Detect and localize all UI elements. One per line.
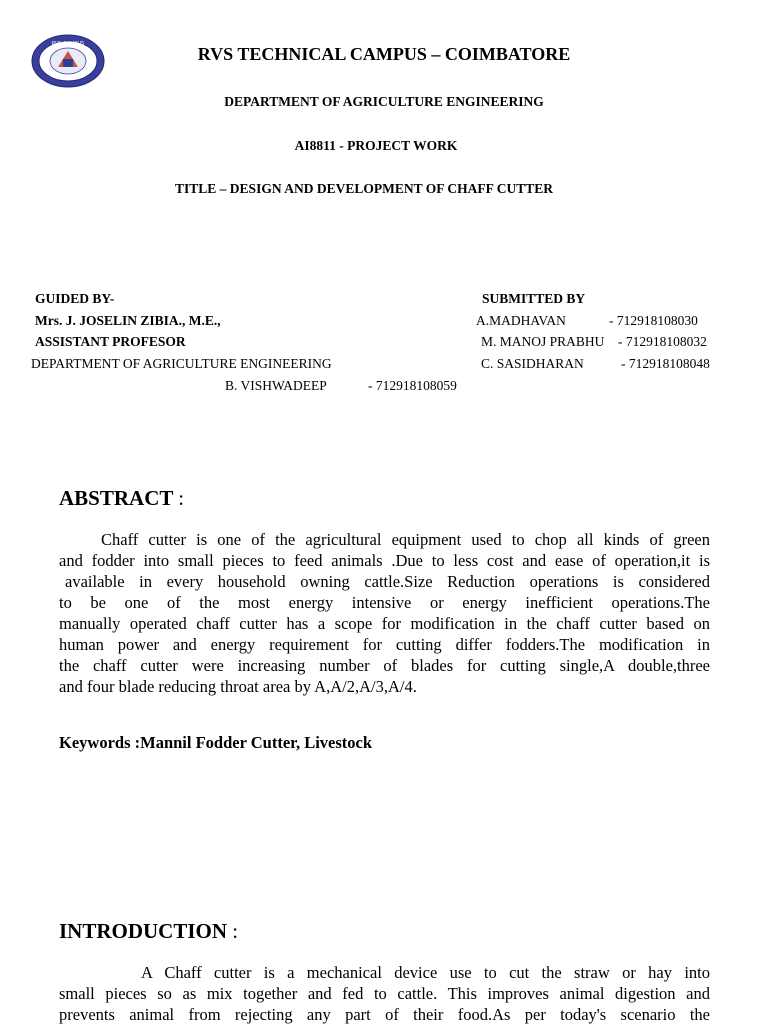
member-id: - 712918108059 — [368, 378, 457, 393]
abstract-line: Chaff cutter is one of the agricultural equipment used to chop all kinds of green — [101, 530, 710, 549]
abstract-heading — [59, 486, 184, 511]
abstract-line: manually operated chaff cutter has a scope for modification in the chaff cutter based on — [59, 614, 710, 633]
member-id: - 712918108030 — [609, 313, 698, 328]
abstract-line: available in every household owning cattle.Size Reduction operations is considered — [65, 572, 710, 591]
abstract-heading-colon: : — [178, 486, 185, 510]
guided-label: GUIDED BY- — [35, 291, 115, 306]
course-title: AI8811 - PROJECT WORK — [294, 138, 458, 153]
member-id: - 712918108048 — [621, 356, 710, 371]
introduction-line: A Chaff cutter is a mechanical device use to cut the straw or hay into — [141, 963, 710, 982]
abstract-line: and four blade reducing throat area by A,A/2,A/3,A/4. — [59, 677, 417, 696]
abstract-body — [59, 529, 710, 697]
introduction-heading — [59, 919, 238, 944]
department-title: DEPARTMENT OF AGRICULTURE ENGINEERING — [224, 94, 544, 109]
introduction-line: small pieces so as mix together and fed to cattle. This improves animal digestion and — [59, 984, 710, 1003]
abstract-line: to be one of the most energy intensive or energy inefficient operations.The — [59, 593, 710, 612]
abstract-heading-text: ABSTRACT — [59, 486, 173, 510]
introduction-heading-text: INTRODUCTION — [59, 919, 228, 943]
abstract-line: human power and energy requirement for cutting differ fodders.The modification in — [59, 635, 710, 654]
project-title: TITLE – DESIGN AND DEVELOPMENT OF CHAFF CUTTER — [175, 181, 553, 196]
keywords: Keywords :Mannil Fodder Cutter, Livestock — [59, 733, 373, 752]
introduction-heading-colon: : — [232, 919, 239, 943]
abstract-line: and fodder into small pieces to feed animals .Due to less cost and ease of operation,it is — [59, 551, 710, 570]
member-id: - 712918108032 — [618, 334, 707, 349]
guide-role: ASSISTANT PROFESOR — [35, 334, 186, 349]
introduction-body — [59, 962, 710, 1025]
member-name: A.MADHAVAN — [476, 313, 566, 328]
guide-name: Mrs. J. JOSELIN ZIBIA., M.E., — [35, 313, 221, 328]
member-name: C. SASIDHARAN — [481, 356, 584, 371]
campus-title: RVS TECHNICAL CAMPUS – COIMBATORE — [197, 44, 571, 64]
abstract-line: the chaff cutter were increasing number of blades for cutting single,A double,three — [59, 656, 710, 675]
member-name: M. MANOJ PRABHU — [481, 334, 605, 349]
introduction-line: prevents animal from rejecting any part of their food.As per today's scenario the — [59, 1005, 710, 1024]
member-name: B. VISHWADEEP — [225, 378, 327, 393]
guide-department: DEPARTMENT OF AGRICULTURE ENGINEERING — [31, 356, 332, 371]
submitted-label: SUBMITTED BY — [482, 291, 586, 306]
svg-text:RVS CAMPUS: RVS CAMPUS — [51, 41, 85, 47]
